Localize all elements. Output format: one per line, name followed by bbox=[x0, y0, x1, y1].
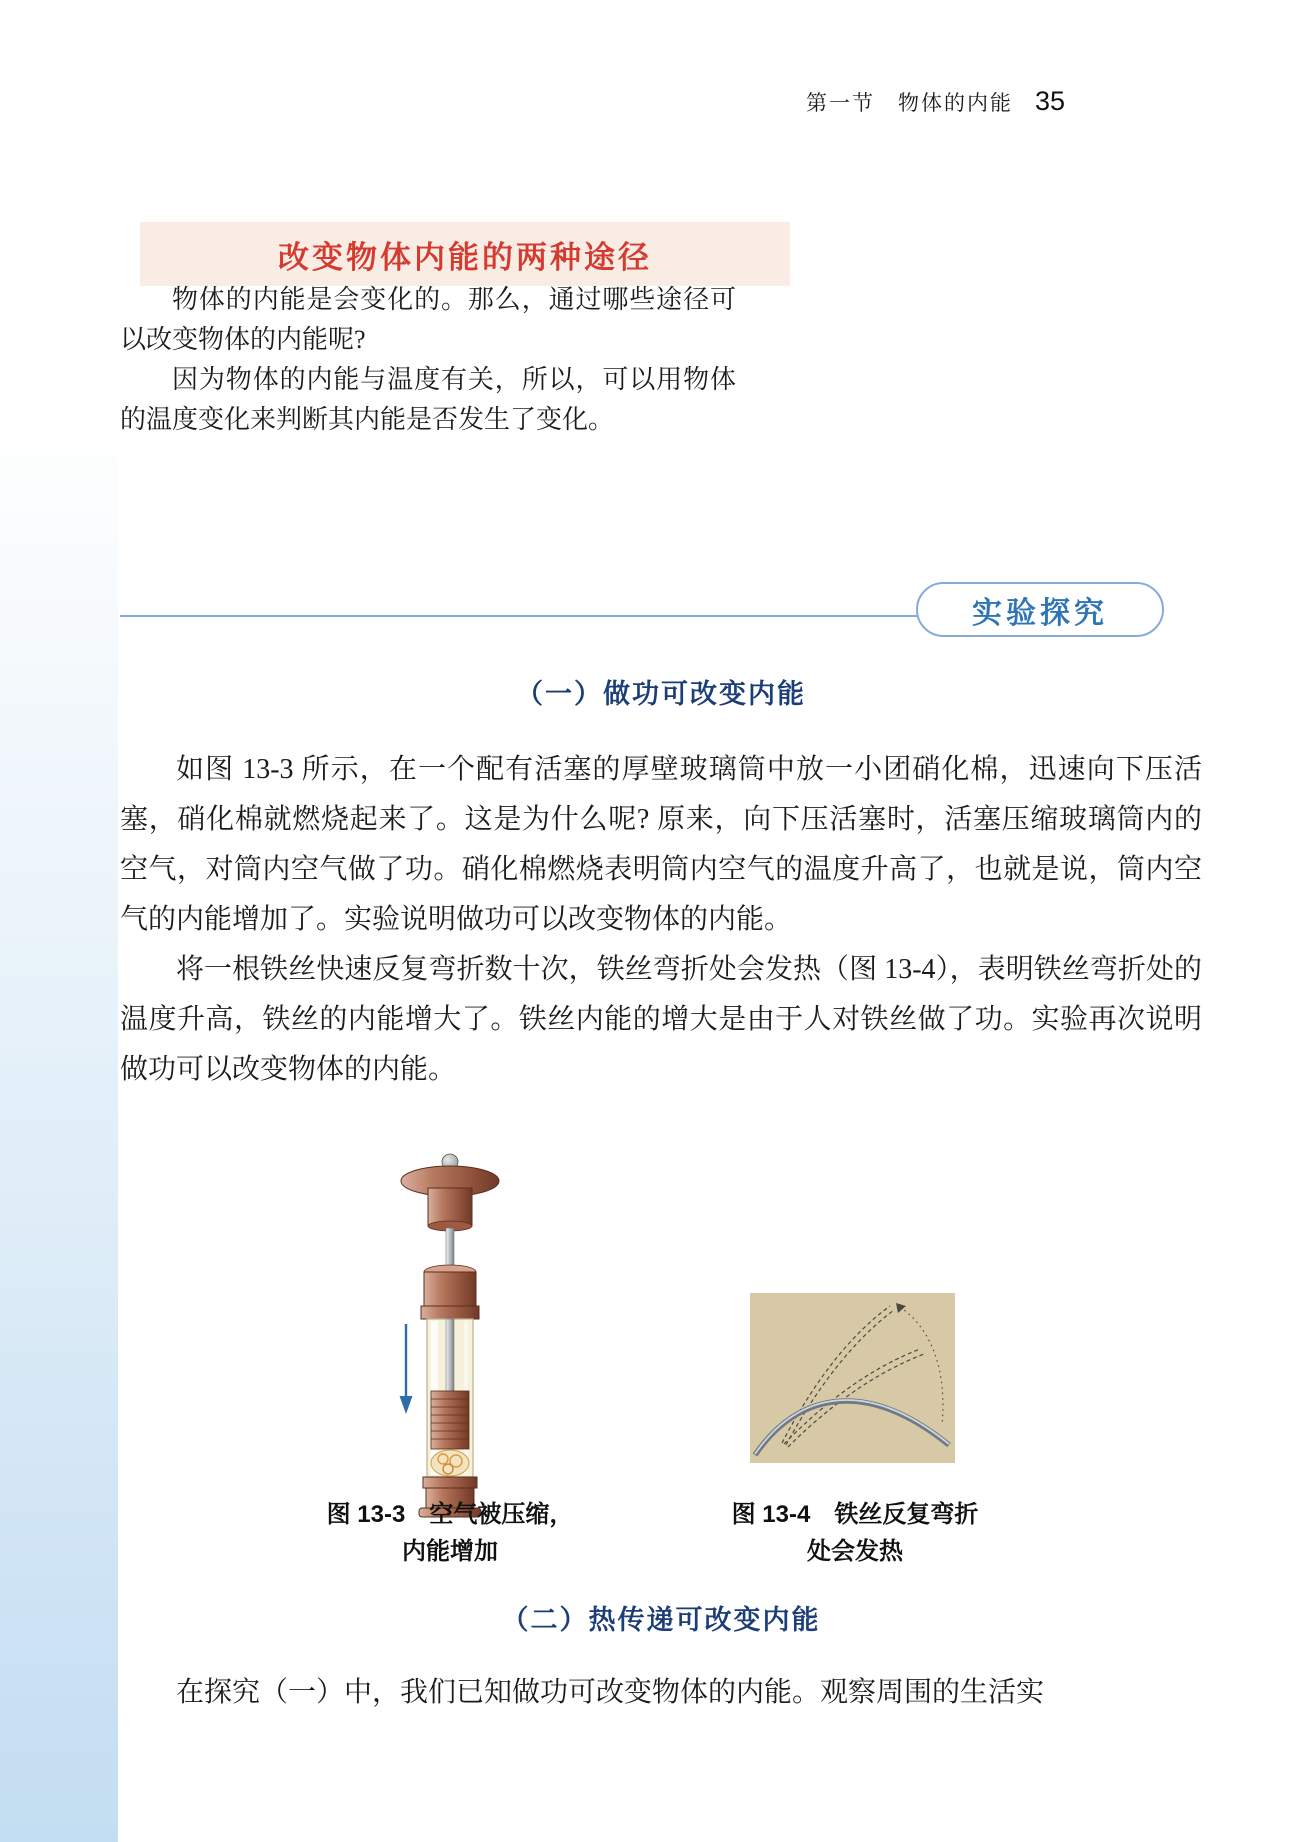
experiment-badge-label: 实验探究 bbox=[972, 596, 1108, 630]
banner-title: 改变物体内能的两种途径 bbox=[278, 239, 652, 275]
section-one-heading: （一）做功可改变内能 bbox=[516, 679, 806, 709]
section-one-paragraph-2: 将一根铁丝快速反复弯折数十次，铁丝弯折处会发热（图 13-4），表明铁丝弯折处的温度升高，铁丝的内能增大了。铁丝内能的增大是由于人对铁丝做了功。实验再次说明做功可以改变物体的内能。 bbox=[120, 954, 1202, 1085]
experiment-badge bbox=[916, 582, 1164, 637]
figure-13-3-caption bbox=[240, 1496, 660, 1570]
section-two-body bbox=[120, 1668, 1202, 1718]
figure-13-3-caption-line1: 图 13-3 空气被压缩， bbox=[326, 1501, 574, 1528]
section-two-paragraph-1: 在探究（一）中，我们已知做功可改变物体的内能。观察周围的生活实 bbox=[176, 1677, 1045, 1708]
header-section-title: 第一节 物体的内能 bbox=[806, 91, 1013, 115]
figure-13-3 bbox=[368, 1148, 532, 1525]
page-header bbox=[806, 86, 1065, 117]
bent-wire-icon bbox=[750, 1293, 955, 1463]
left-edge-gradient bbox=[0, 400, 118, 1842]
figure-13-3-caption-line2: 内能增加 bbox=[402, 1538, 498, 1565]
section-one-paragraph-1: 如图 13-3 所示，在一个配有活塞的厚壁玻璃筒中放一小团硝化棉，迅速向下压活塞，硝化棉就燃烧起来了。这是为什么呢? 原来，向下压活塞时，活塞压缩玻璃筒内的空气，对筒内空气做了功。硝化棉燃烧表明筒内空气的温度升高了，也就是说，筒内空气的内能增加了。实验说明做功可以改变物体的内能。 bbox=[120, 754, 1202, 935]
down-arrow-icon bbox=[400, 1324, 413, 1414]
figure-13-4-caption bbox=[650, 1496, 1060, 1570]
section-two-heading: （二）热传递可改变内能 bbox=[501, 1605, 821, 1635]
figure-13-4 bbox=[750, 1293, 955, 1468]
compression-apparatus-icon bbox=[368, 1148, 532, 1520]
intro-paragraph-2: 因为物体的内能与温度有关，所以，可以用物体的温度变化来判断其内能是否发生了变化。 bbox=[120, 365, 736, 434]
figure-13-4-caption-line1: 图 13-4 铁丝反复弯折 bbox=[731, 1501, 979, 1528]
page-number: 35 bbox=[1035, 86, 1066, 116]
intro-text bbox=[120, 280, 736, 440]
intro-paragraph-1: 物体的内能是会变化的。那么，通过哪些途径可以改变物体的内能呢? bbox=[120, 285, 736, 354]
section-one-body bbox=[120, 745, 1202, 1095]
title-banner bbox=[140, 222, 790, 286]
section-divider-line bbox=[120, 615, 926, 617]
figure-13-4-caption-line2: 处会发热 bbox=[807, 1538, 903, 1565]
